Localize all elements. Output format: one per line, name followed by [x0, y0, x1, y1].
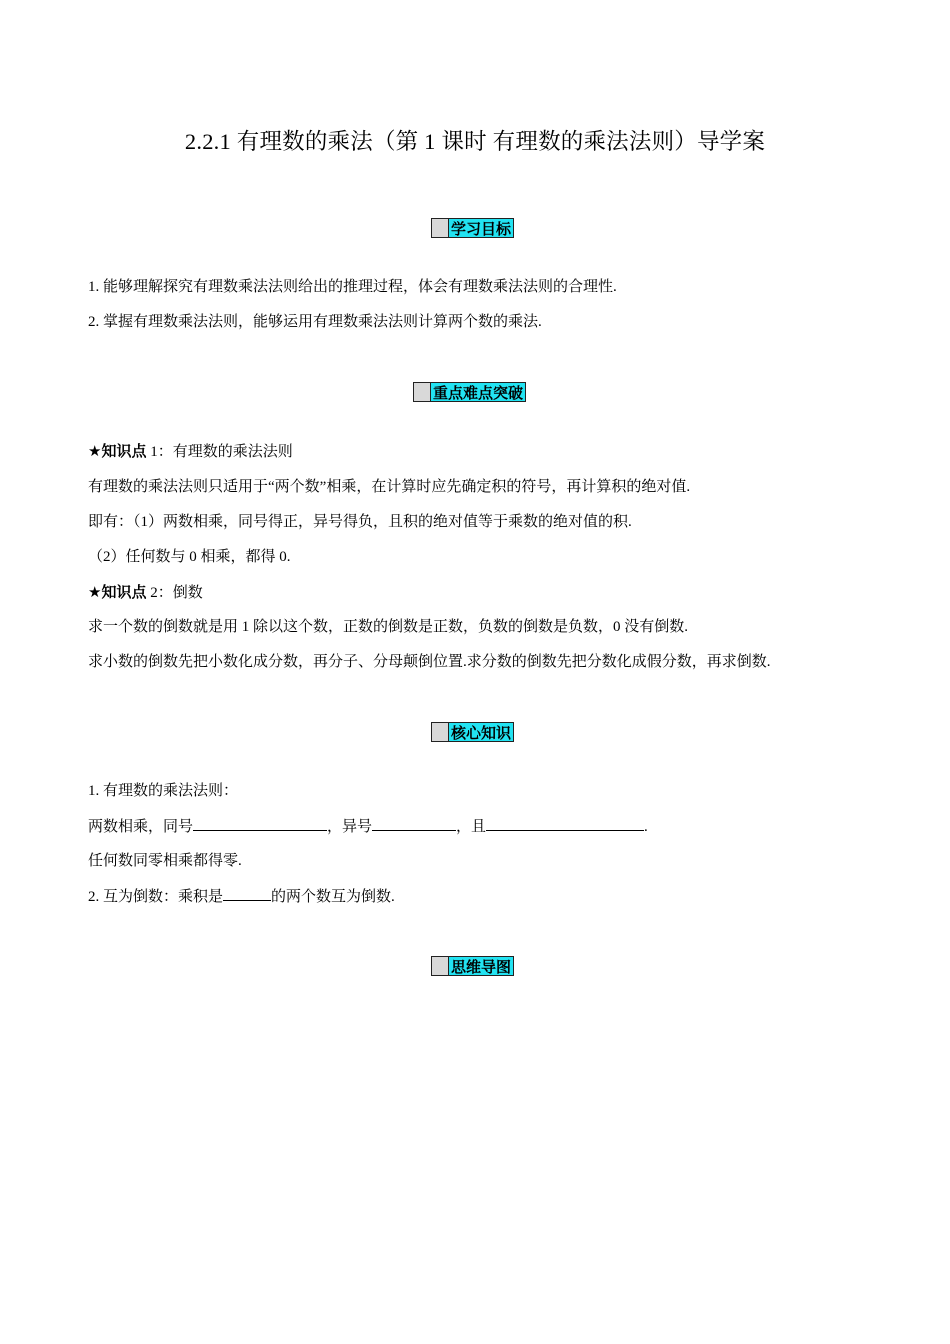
goal-item-1: 1. 能够理解探究有理数乘法法则给出的推理过程，体会有理数乘法法则的合理性.: [88, 279, 617, 295]
kp1-line-1: 有理数的乘法法则只适用于“两个数”相乘，在计算时应先确定积的符号，再计算积的绝对值.: [88, 479, 691, 495]
heading-label: 重点难点突破: [433, 383, 524, 402]
heading-label: 核心知识: [451, 723, 512, 742]
core-text: 两数相乘，同号: [88, 819, 194, 835]
heading-label: 思维导图: [451, 957, 512, 976]
core-text: 的两个数互为倒数.: [271, 889, 395, 905]
fill-blank-absolute-value[interactable]: [486, 816, 644, 831]
heading-label: 学习目标: [451, 219, 512, 238]
fill-blank-different-sign[interactable]: [372, 816, 456, 831]
core-line-2: [88, 816, 648, 837]
knowledge-point-label: ★知识点: [88, 442, 147, 460]
kp2-line-1: 求一个数的倒数就是用 1 除以这个数，正数的倒数是正数，负数的倒数是负数，0 没有倒数.: [88, 619, 689, 635]
core-line-1: 1. 有理数的乘法法则：: [88, 783, 239, 799]
section-heading-key-points: [413, 382, 526, 402]
section-heading-mindmap: [431, 956, 514, 976]
core-text: .: [644, 819, 648, 835]
knowledge-point-label: ★知识点: [88, 583, 147, 601]
knowledge-point-text: 2：倒数: [146, 585, 203, 601]
goal-item-2: 2. 掌握有理数乘法法则，能够运用有理数乘法法则计算两个数的乘法.: [88, 314, 542, 330]
kp1-line-3: （2）任何数与 0 相乘，都得 0.: [88, 549, 291, 565]
core-text: ，异号: [327, 819, 373, 835]
knowledge-point-1-title: [88, 441, 293, 462]
section-heading-core: [431, 722, 514, 742]
core-text: 2. 互为倒数：乘积是: [88, 889, 224, 905]
core-line-3: 任何数同零相乘都得零.: [88, 853, 242, 869]
kp1-line-2: 即有：（1）两数相乘，同号得正，异号得负，且积的绝对值等于乘数的绝对值的积.: [88, 514, 632, 530]
heading-marker: [432, 723, 449, 741]
fill-blank-same-sign[interactable]: [193, 816, 327, 831]
core-line-4: [88, 886, 395, 907]
core-text: ，且: [456, 819, 487, 835]
heading-marker: [432, 219, 449, 237]
knowledge-point-2-title: [88, 582, 203, 603]
heading-marker: [414, 383, 431, 401]
fill-blank-product[interactable]: [223, 886, 271, 901]
section-heading-goals: [431, 218, 514, 238]
heading-marker: [432, 957, 449, 975]
page-title: 2.2.1 有理数的乘法（第 1 课时 有理数的乘法法则）导学案: [184, 129, 766, 154]
kp2-line-2: 求小数的倒数先把小数化成分数，再分子、分母颠倒位置.求分数的倒数先把分数化成假分数，再求倒数.: [88, 654, 771, 670]
knowledge-point-text: 1：有理数的乘法法则: [146, 444, 293, 460]
